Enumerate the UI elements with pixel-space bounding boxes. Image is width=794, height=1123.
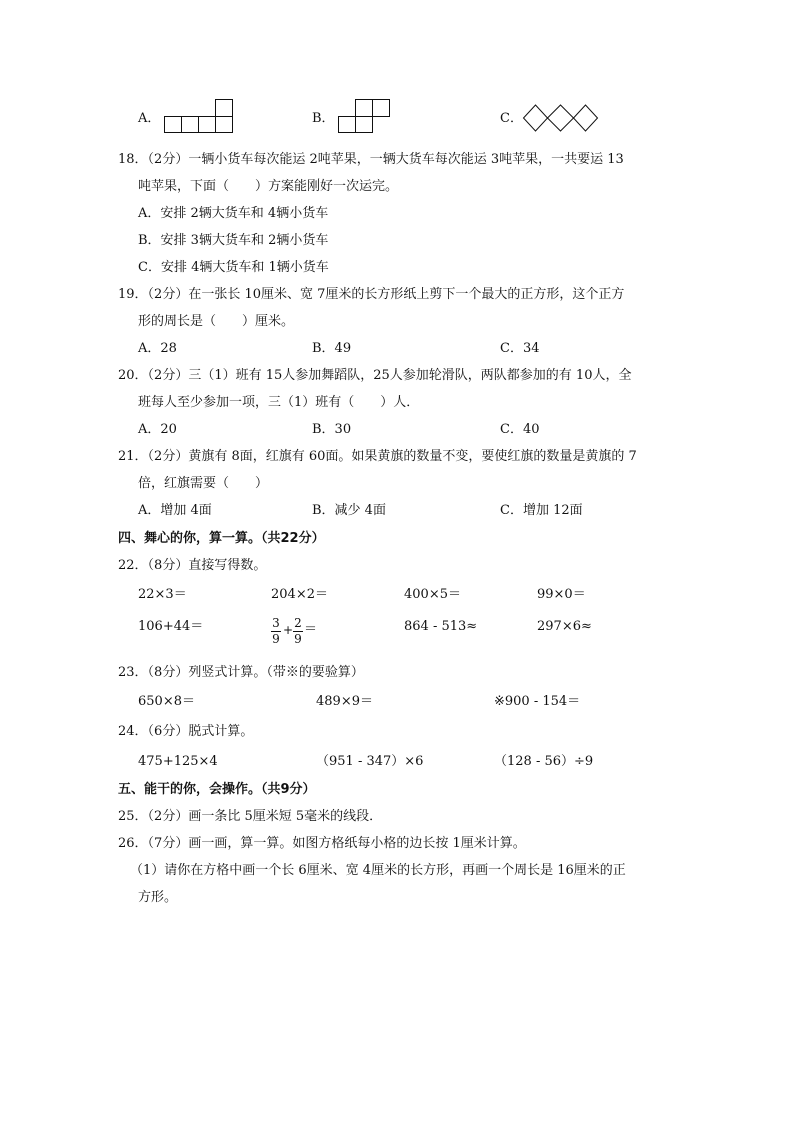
q25-stem: 25．（2分）画一条比 5厘米短 5毫米的线段． xyxy=(118,809,383,824)
q19-option-a: A．28 xyxy=(138,341,177,356)
q18-option-b: B．安排 3辆大货车和 2辆小货车 xyxy=(138,233,329,248)
q23-item-2: 489×9＝ xyxy=(316,694,373,709)
q24-item-2: （951 - 347）×6 xyxy=(316,754,424,769)
q19-stem-line1: 19．（2分）在一张长 10厘米、宽 7厘米的长方形纸上剪下一个最大的正方形，这个正方 xyxy=(118,287,625,302)
q22-item-7: 864 - 513≈ xyxy=(404,619,478,634)
q19-stem-line2: 形的周长是（ ）厘米。 xyxy=(138,314,295,329)
q21-stem-line1: 21．（2分）黄旗有 8面，红旗有 60面。如果黄旗的数量不变，要使红旗的数量是黄旗的 7 xyxy=(118,449,637,464)
q22-fraction-plus: + xyxy=(283,623,294,637)
q17-option-a-figure xyxy=(164,99,234,133)
q22-fraction-1 xyxy=(271,617,281,646)
q22-item-5: 106+44＝ xyxy=(138,619,204,634)
q24-item-3: （128 - 56）÷9 xyxy=(494,754,594,769)
q22-item-4: 99×0＝ xyxy=(537,587,586,602)
q22-item-8: 297×6≈ xyxy=(537,619,592,634)
fraction-1-denominator: 9 xyxy=(272,632,280,646)
q21-stem-line2: 倍，红旗需要（ ） xyxy=(138,476,269,491)
q21-option-a: A．增加 4面 xyxy=(138,503,212,518)
q22-item-3: 400×5＝ xyxy=(404,587,461,602)
q20-option-a: A．20 xyxy=(138,422,177,437)
q23-item-3: ※900 - 154＝ xyxy=(494,694,581,709)
section-4-heading: 四、舞心的你，算一算。（共22分） xyxy=(118,531,325,546)
q26-sub1-line2: 方形。 xyxy=(138,890,178,905)
q17-option-b-figure xyxy=(338,99,392,133)
q24-stem: 24．（6分）脱式计算。 xyxy=(118,724,254,739)
q24-item-1: 475+125×4 xyxy=(138,754,218,769)
q23-item-1: 650×8＝ xyxy=(138,694,195,709)
q18-stem-line2: 吨苹果，下面（ ）方案能刚好一次运完。 xyxy=(138,179,399,194)
q22-item-1: 22×3＝ xyxy=(138,587,187,602)
q20-option-b: B．30 xyxy=(312,422,352,437)
fraction-2-denominator: 9 xyxy=(294,632,302,646)
q22-item-2: 204×2＝ xyxy=(271,587,328,602)
q22-fraction-2 xyxy=(293,617,303,646)
q21-option-b: B．减少 4面 xyxy=(312,503,386,518)
q19-option-b: B．49 xyxy=(312,341,352,356)
q17-option-c-figure xyxy=(523,104,599,132)
q21-option-c: C．增加 12面 xyxy=(500,503,583,518)
q26-sub1-line1: （1）请你在方格中画一个长 6厘米、宽 4厘米的长方形，再画一个周长是 16厘米的正 xyxy=(130,863,626,878)
q23-stem: 23．（8分）列竖式计算。（带※的要验算） xyxy=(118,665,364,680)
q18-option-a: A．安排 2辆大货车和 4辆小货车 xyxy=(138,206,329,221)
q17-option-c-label: C． xyxy=(500,111,523,126)
q20-stem-line1: 20．（2分）三（1）班有 15人参加舞蹈队，25人参加轮滑队，两队都参加的有 10人，全 xyxy=(118,368,632,383)
q20-option-c: C．40 xyxy=(500,422,540,437)
q22-stem: 22．（8分）直接写得数。 xyxy=(118,558,267,573)
q20-stem-line2: 班每人至少参加一项，三（1）班有（ ）人． xyxy=(138,395,420,410)
section-5-heading: 五、能干的你，会操作。（共9分） xyxy=(118,782,316,797)
fraction-2-numerator: 2 xyxy=(294,616,302,630)
q18-stem-line1: 18．（2分）一辆小货车每次能运 2吨苹果，一辆大货车每次能运 3吨苹果，一共要运 13 xyxy=(118,152,624,167)
q18-option-c: C．安排 4辆大货车和 1辆小货车 xyxy=(138,260,329,275)
q26-stem: 26．（7分）画一画，算一算。如图方格纸每小格的边长按 1厘米计算。 xyxy=(118,836,526,851)
fraction-1-numerator: 3 xyxy=(272,616,280,630)
q22-fraction-equals: ＝ xyxy=(304,622,318,637)
q17-option-b-label: B． xyxy=(312,111,335,126)
q17-option-a-label: A． xyxy=(138,111,161,126)
q19-option-c: C．34 xyxy=(500,341,540,356)
